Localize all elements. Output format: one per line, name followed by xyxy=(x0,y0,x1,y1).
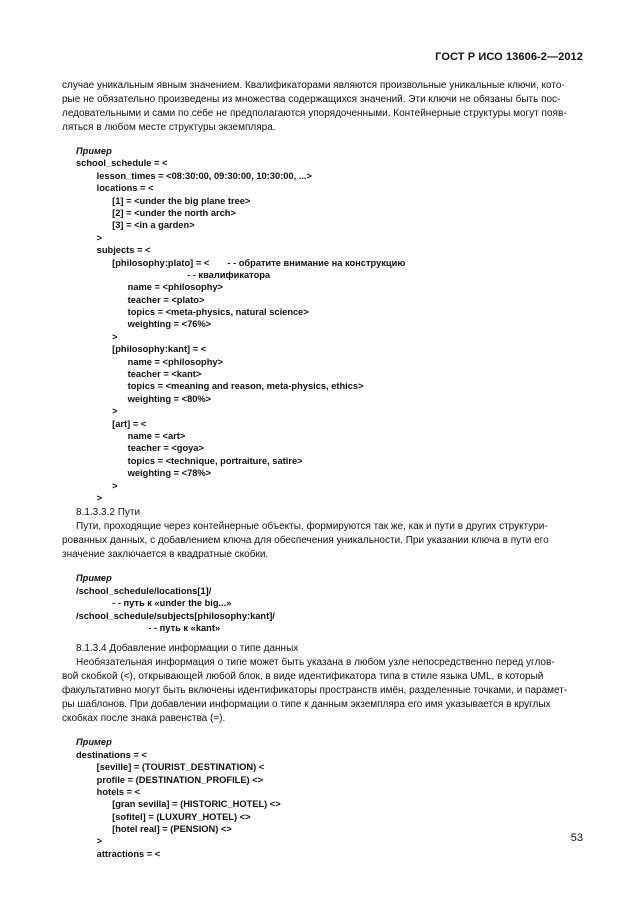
code-line: teacher = <plato> xyxy=(76,294,205,305)
intro-line: ледовательными и сами по себе не предполагаются упорядоченными. Контейнерные структуры могут появ- xyxy=(62,108,567,119)
text-line: вой скобкой (<), открывающей любой блок, в виде идентификатора типа в стиле языка UML, в который xyxy=(62,671,544,683)
document-header: ГОСТ Р ИСО 13606-2—2012 xyxy=(435,51,583,63)
code-line: teacher = <kant> xyxy=(76,369,202,380)
code-line: topics = <meaning and reason, meta-physics, ethics> xyxy=(76,381,364,392)
code-line: weighting = <80%> xyxy=(76,393,212,404)
example-title: Пример xyxy=(76,737,112,748)
section-heading: 8.1.3.4 Добавление информации о типе данных xyxy=(76,643,299,655)
page-number: 53 xyxy=(570,832,583,844)
example-code-block xyxy=(76,585,584,635)
text-line: скобках после знака равенства (=). xyxy=(62,713,226,725)
text-line: рованных данных, с добавлением ключа для обеспечения уникальности. При указании ключа в пути его xyxy=(62,535,549,547)
example-title: Пример xyxy=(76,146,112,156)
example-code-block xyxy=(76,749,584,861)
code-line: [philosophy:plato] = < - - обратите внимание на конструкцию xyxy=(76,257,406,268)
code-line: > xyxy=(76,331,118,342)
text-line: факультативно могут быть включены идентификаторы пространств имён, разделенные точками, и парамет- xyxy=(62,685,568,697)
section-heading: 8.1.3.3.2 Пути xyxy=(76,507,141,519)
text-line: значение заключается в квадратные скобки. xyxy=(62,549,269,561)
code-line: lesson_times = <08:30:00, 09:30:00, 10:30:00, ...> xyxy=(76,170,312,181)
text-line: Пути, проходящие через контейнерные объекты, формируются так же, как и пути в других структури- xyxy=(76,521,548,533)
intro-line: случае уникальным явным значением. Квалификаторами являются произвольные уникальные ключи, кото- xyxy=(62,80,565,91)
text-line: ры шаблонов. При добавлении информации о типе к данным экземпляра его имя указывается в круглых xyxy=(62,699,551,711)
code-line: [gran sevilla] = (HISTORIC_HOTEL) <> xyxy=(76,799,281,810)
code-line: > xyxy=(76,836,103,847)
code-line: profile = (DESTINATION_PROFILE) <> xyxy=(76,774,264,785)
code-line: - - путь к «under the big...» xyxy=(76,598,232,609)
code-line: [hotel real] = (PENSION) <> xyxy=(76,824,232,835)
code-line: locations = < xyxy=(76,183,154,194)
section-text xyxy=(62,520,584,562)
code-line: > xyxy=(76,232,103,243)
page-content xyxy=(62,79,584,860)
code-line: topics = <technique, portraiture, satire> xyxy=(76,455,303,466)
code-line: [3] = <in a garden> xyxy=(76,220,195,231)
code-line: /school_schedule/subjects[philosophy:kant]/ xyxy=(76,610,275,621)
intro-line: рые не обязательно произведены из множества содержащихся значений. Эти ключи не обязаны быть пос- xyxy=(62,94,561,105)
code-line: name = <philosophy> xyxy=(76,282,223,293)
code-line: [philosophy:kant] = < xyxy=(76,344,207,355)
code-line: [sofitel] = (LUXURY_HOTEL) <> xyxy=(76,811,251,822)
text-line: Необязательная информация о типе может быть указана в любом узле непосредственно перед углов- xyxy=(76,657,555,669)
code-line: name = <art> xyxy=(76,431,186,441)
code-line: weighting = <78%> xyxy=(76,468,212,479)
code-line: hotels = < xyxy=(76,786,141,797)
code-line: [art] = < xyxy=(76,418,147,429)
code-line: weighting = <76%> xyxy=(76,319,212,330)
intro-paragraph xyxy=(62,79,584,135)
code-line: topics = <meta-physics, natural science> xyxy=(76,307,309,318)
code-line: > xyxy=(76,406,118,417)
code-line: /school_schedule/locations[1]/ xyxy=(76,585,212,596)
code-line: attractions = < xyxy=(76,848,161,859)
code-line: - - путь к «kant» xyxy=(76,622,221,633)
code-line: [1] = <under the big plane tree> xyxy=(76,195,251,206)
code-line: school_schedule = < xyxy=(76,158,168,169)
code-line: destinations = < xyxy=(76,749,147,760)
code-line: teacher = <goya> xyxy=(76,443,204,454)
code-line: > xyxy=(76,480,118,491)
code-line: subjects = < xyxy=(76,245,151,256)
example-code-block xyxy=(76,157,584,504)
section-text xyxy=(62,656,584,726)
intro-line: ляться в любом месте структуры экземпляра. xyxy=(62,122,276,133)
code-line: [2] = <under the north arch> xyxy=(76,207,236,218)
code-line: - - квалификатора xyxy=(76,269,271,280)
code-line: [seville] = (TOURIST_DESTINATION) < xyxy=(76,762,265,773)
example-title: Пример xyxy=(76,573,112,584)
code-line: > xyxy=(76,492,103,503)
code-line: name = <philosophy> xyxy=(76,356,223,367)
